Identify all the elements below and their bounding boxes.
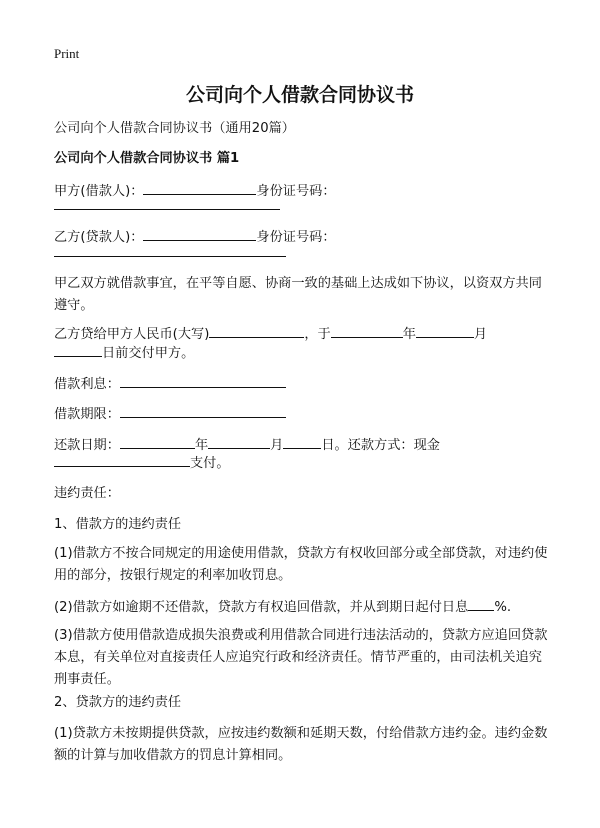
year-blank bbox=[331, 325, 403, 338]
clause-3: (3)借款方使用借款造成损失浪费或利用借款合同进行违法活动的，贷款方应追回贷款本息，有关单位对直接责任人应追究行政和经济责任。情节严重的，由司法机关追究刑事责任。 bbox=[54, 628, 548, 687]
repay-month-blank bbox=[208, 436, 270, 449]
party-a-label: 甲方(借款人)： bbox=[54, 184, 144, 199]
month-blank bbox=[416, 325, 474, 338]
party-a-blank bbox=[143, 182, 256, 195]
term-row bbox=[54, 405, 286, 424]
print-link[interactable]: Print bbox=[54, 46, 80, 61]
party-b-label: 乙方(贷款人)： bbox=[54, 230, 144, 245]
clause-2 bbox=[54, 598, 511, 617]
repay-date-row bbox=[54, 436, 440, 455]
term-blank bbox=[120, 405, 286, 418]
loan-amount-row bbox=[54, 325, 487, 344]
interest-row bbox=[54, 375, 286, 394]
repay-month-label: 月 bbox=[270, 438, 284, 453]
loan-delivery-row bbox=[54, 344, 194, 363]
party-a-id-row bbox=[54, 197, 280, 216]
day-blank bbox=[54, 344, 102, 357]
repay-day-blank bbox=[283, 436, 321, 449]
repay-method: 。还款方式：现金 bbox=[334, 438, 440, 453]
clause-2-suffix: %. bbox=[494, 600, 512, 615]
repay-year-blank bbox=[120, 436, 195, 449]
daily-rate-blank bbox=[468, 598, 494, 611]
clause-4: (1)贷款方未按期提供贷款，应按违约数额和延期天数，付给借款方违约金。违约金数额的计算与加收借款方的罚息计算相同。 bbox=[54, 726, 548, 763]
borrower-breach-heading: 1、借款方的违约责任 bbox=[54, 517, 182, 532]
interest-label: 借款利息： bbox=[54, 377, 120, 392]
party-b-id-blank bbox=[54, 244, 286, 257]
section-heading: 公司向个人借款合同协议书 篇1 bbox=[54, 151, 240, 166]
pay-blank bbox=[54, 454, 190, 467]
document-subtitle: 公司向个人借款合同协议书（通用20篇） bbox=[54, 121, 295, 136]
repay-year-label: 年 bbox=[194, 438, 209, 453]
loan-amount-blank bbox=[209, 325, 304, 338]
party-a-id-label: 身份证号码： bbox=[256, 184, 336, 199]
party-a-id-blank bbox=[54, 197, 280, 210]
month-label: 月 bbox=[473, 327, 488, 342]
document-title: 公司向个人借款合同协议书 bbox=[185, 84, 414, 106]
pay-row bbox=[54, 454, 230, 473]
breach-heading: 违约责任： bbox=[54, 486, 120, 501]
repay-day-label: 日 bbox=[321, 438, 335, 453]
party-b-blank bbox=[143, 228, 256, 241]
day-before-label: 日前交付甲方。 bbox=[102, 346, 195, 361]
intro-paragraph: 甲乙双方就借款事宜，在平等自愿、协商一致的基础上达成如下协议，以资双方共同遵守。 bbox=[54, 276, 542, 313]
loan-amount-on: ，于 bbox=[304, 327, 331, 342]
party-b-id-row bbox=[54, 244, 286, 263]
party-b-id-label: 身份证号码： bbox=[256, 230, 336, 245]
year-label: 年 bbox=[402, 327, 416, 342]
term-label: 借款期限： bbox=[54, 407, 120, 422]
interest-blank bbox=[120, 375, 286, 388]
repay-date-label: 还款日期： bbox=[54, 438, 120, 453]
pay-suffix: 支付。 bbox=[190, 456, 230, 471]
loan-amount-prefix: 乙方贷给甲方人民币(大写) bbox=[54, 327, 210, 342]
clause-2-text: (2)借款方如逾期不还借款，贷款方有权追回借款，并从到期日起付日息 bbox=[54, 600, 469, 615]
clause-1: (1)借款方不按合同规定的用途使用借款，贷款方有权收回部分或全部贷款，对违约使用的部分，按银行规定的利率加收罚息。 bbox=[54, 546, 548, 583]
lender-breach-heading: 2、贷款方的违约责任 bbox=[54, 695, 182, 710]
